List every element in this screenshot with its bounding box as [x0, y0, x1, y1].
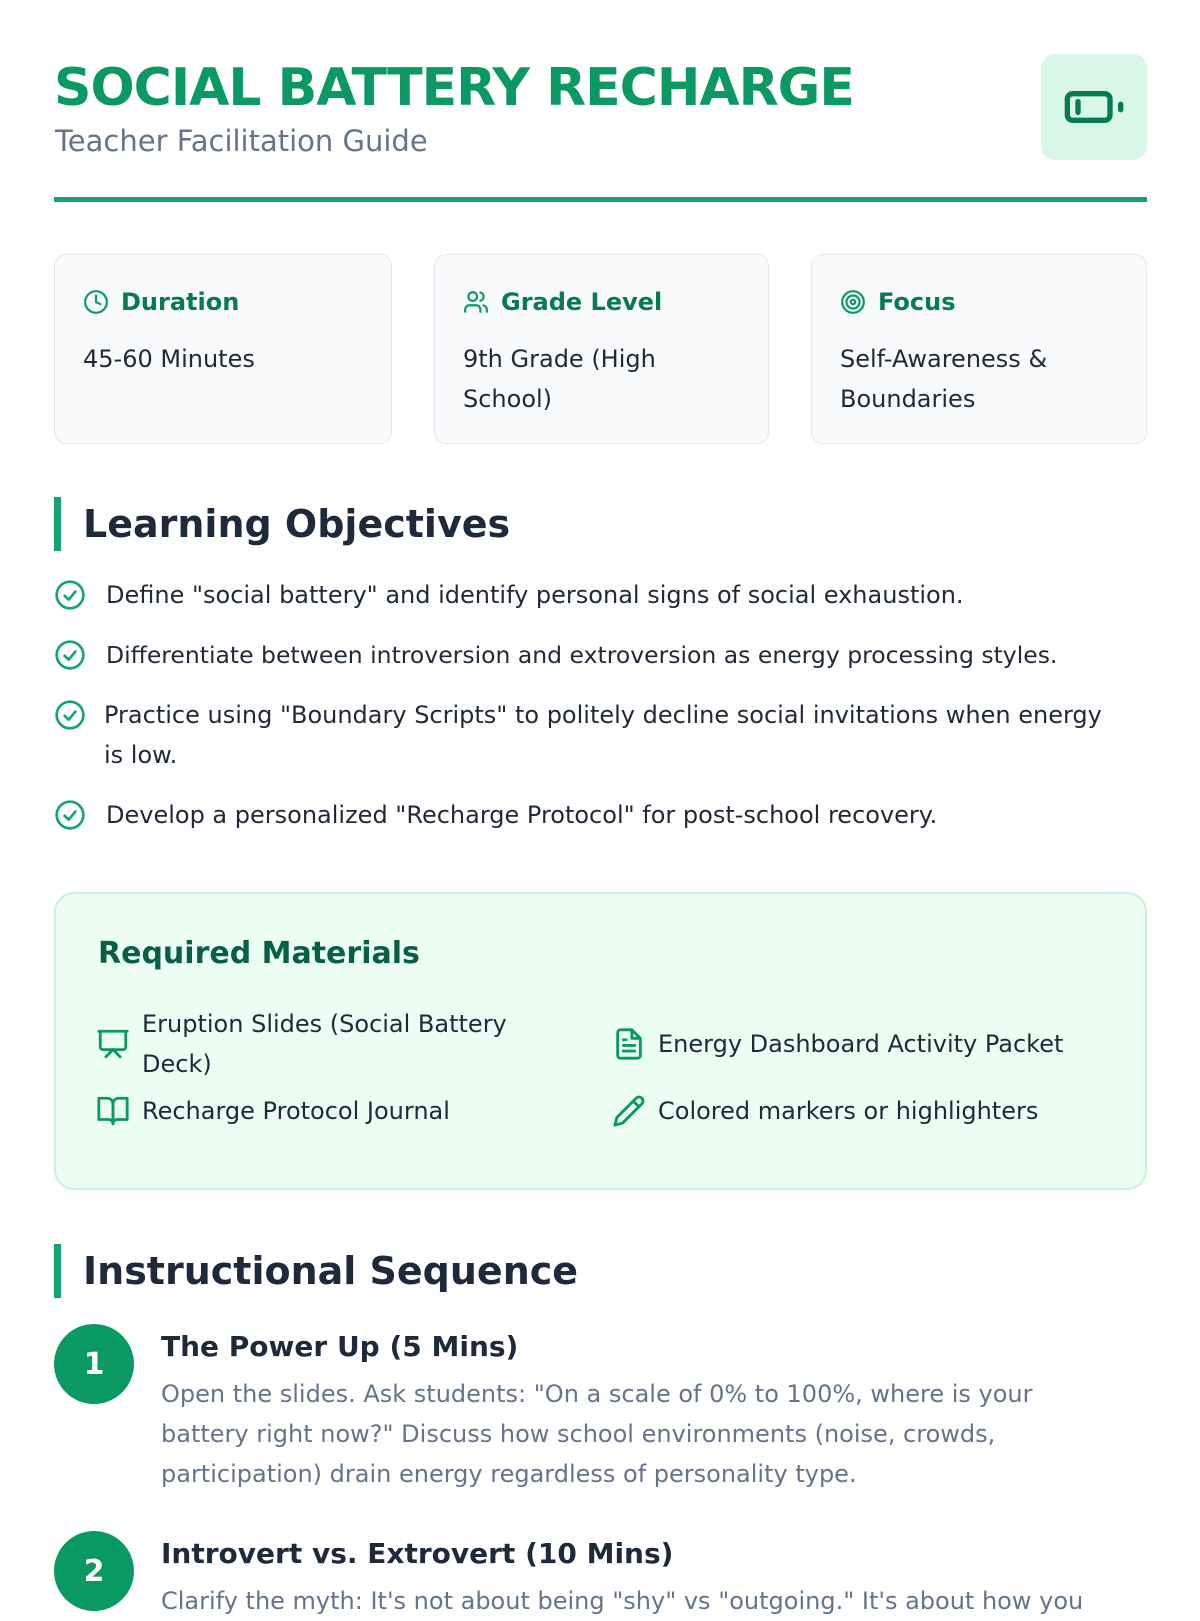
users-icon [463, 289, 489, 315]
material-item [612, 1024, 1112, 1064]
objective-text: Practice using "Boundary Scripts" to politely decline social invitations when energy is low. [104, 701, 1102, 769]
step-description: Clarify the myth: It's not about being "shy" vs "outgoing." It's about how you [161, 1587, 1084, 1615]
battery-logo [1041, 54, 1147, 160]
target-icon [840, 289, 866, 315]
check-circle-icon [54, 799, 86, 831]
objective-text: Differentiate between introversion and extroversion as energy processing styles. [106, 641, 1058, 669]
pencil-icon [612, 1094, 646, 1128]
section-title-objectives: Learning Objectives [54, 497, 510, 551]
info-card-duration [54, 254, 392, 444]
clock-icon [83, 289, 109, 315]
material-label: Energy Dashboard Activity Packet [658, 1030, 1064, 1058]
objective-text: Develop a personalized "Recharge Protocol" for post-school recovery. [106, 801, 938, 829]
materials-box [54, 892, 1147, 1190]
page-header [54, 52, 1147, 202]
step-number: 1 [54, 1324, 134, 1404]
step-description: Open the slides. Ask students: "On a scale of 0% to 100%, where is your battery right now?" Discuss how school environments (noise, crowds, participation) drain energy regardless of personality type. [161, 1380, 1033, 1488]
material-item [96, 1091, 576, 1131]
info-value: Self-Awareness & Boundaries [840, 345, 1048, 413]
battery-icon [1062, 75, 1126, 139]
material-item [612, 1091, 1112, 1131]
info-value: 9th Grade (High School) [463, 345, 656, 413]
document-icon [612, 1027, 646, 1061]
section-title-sequence: Instructional Sequence [54, 1244, 578, 1298]
check-circle-icon [54, 579, 86, 611]
step-title: Introvert vs. Extrovert (10 Mins) [161, 1537, 674, 1570]
check-circle-icon [54, 639, 86, 671]
presentation-icon [96, 1027, 130, 1061]
material-label: Colored markers or highlighters [658, 1097, 1039, 1125]
material-item [96, 1004, 536, 1084]
info-label: Focus [878, 288, 956, 316]
materials-title: Required Materials [98, 936, 420, 971]
info-card-grade-level [434, 254, 769, 444]
step-title: The Power Up (5 Mins) [161, 1330, 519, 1363]
material-label: Eruption Slides (Social Battery Deck) [142, 1010, 507, 1078]
info-label: Duration [121, 288, 240, 316]
info-value: 45-60 Minutes [83, 345, 255, 373]
material-label: Recharge Protocol Journal [142, 1097, 450, 1125]
page-title: SOCIAL BATTERY RECHARGE [54, 58, 854, 118]
step-number: 2 [54, 1531, 134, 1611]
objective-text: Define "social battery" and identify personal signs of social exhaustion. [106, 581, 964, 609]
check-circle-icon [54, 699, 86, 731]
book-icon [96, 1094, 130, 1128]
page-subtitle: Teacher Facilitation Guide [55, 124, 428, 158]
info-card-focus [811, 254, 1147, 444]
info-cards [54, 254, 1147, 444]
info-label: Grade Level [501, 288, 663, 316]
